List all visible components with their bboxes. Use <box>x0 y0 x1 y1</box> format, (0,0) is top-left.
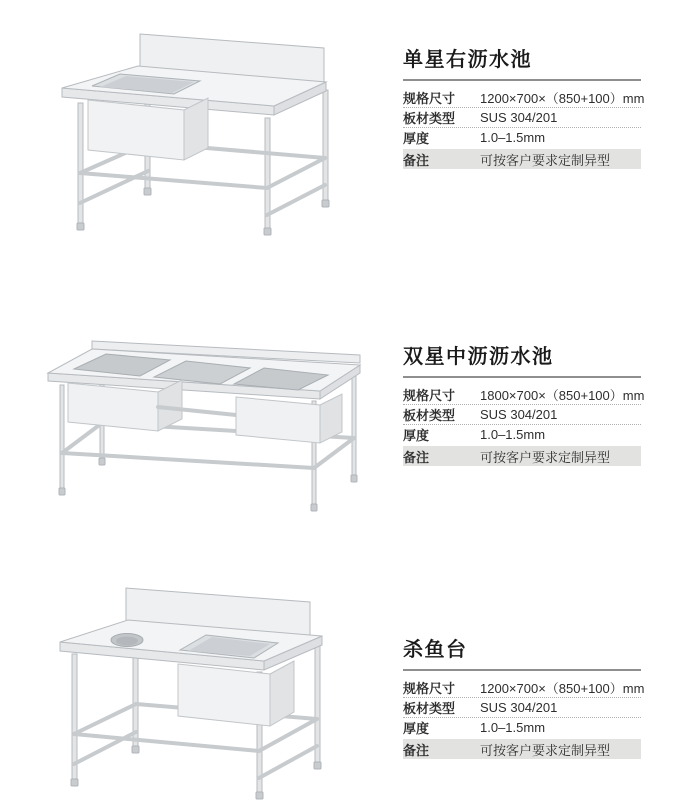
spec-value: 可按客户要求定制异型 <box>480 742 611 758</box>
spec-label: 备注 <box>403 449 430 465</box>
spec-table <box>403 385 645 466</box>
product-info-3 <box>403 638 645 759</box>
spec-row-size <box>403 678 645 698</box>
left-sink-bowl-front <box>68 383 158 431</box>
right-sink-bowl-front <box>236 397 320 443</box>
spec-row-remarks <box>403 446 641 466</box>
sink-bowl-body-front <box>178 664 270 726</box>
spec-value: 1200×700×（850+100）mm <box>480 91 645 106</box>
spec-label: 板材类型 <box>403 111 456 126</box>
product-info-2 <box>403 345 645 466</box>
spec-label: 规格尺寸 <box>403 91 456 106</box>
spec-row-thickness <box>403 718 641 737</box>
product-image-1 <box>28 10 378 240</box>
spec-label: 厚度 <box>403 131 430 146</box>
spec-row-thickness <box>403 425 641 444</box>
fish-cleaning-table-illustration <box>32 566 382 801</box>
product-image-3 <box>32 566 382 801</box>
spec-label: 备注 <box>403 152 430 168</box>
spec-row-thickness <box>403 128 641 147</box>
spec-label: 板材类型 <box>403 701 456 716</box>
sink-bowl-body-front <box>88 100 184 160</box>
spec-table <box>403 88 645 169</box>
spec-value: 1.0–1.5mm <box>480 427 546 442</box>
spec-label: 板材类型 <box>403 408 456 423</box>
spec-value: SUS 304/201 <box>480 110 558 125</box>
spec-value: 1200×700×（850+100）mm <box>480 681 645 696</box>
spec-row-size <box>403 385 645 405</box>
spec-value: 1800×700×（850+100）mm <box>480 388 645 403</box>
spec-label: 规格尺寸 <box>403 388 456 403</box>
spec-table <box>403 678 645 759</box>
product-title: 双星中沥沥水池 <box>403 345 641 378</box>
spec-value: SUS 304/201 <box>480 700 558 715</box>
leg-feet <box>71 746 321 799</box>
product-info-1 <box>403 48 645 169</box>
spec-row-size <box>403 88 645 108</box>
product-title: 杀鱼台 <box>403 638 641 671</box>
spec-row-material <box>403 405 641 425</box>
spec-label: 厚度 <box>403 721 430 736</box>
spec-value: SUS 304/201 <box>480 407 558 422</box>
spec-value: 1.0–1.5mm <box>480 130 546 145</box>
spec-label: 备注 <box>403 742 430 758</box>
spec-row-material <box>403 108 641 128</box>
leg-braces <box>80 143 325 215</box>
single-sink-right-drain-table-illustration <box>28 10 378 240</box>
product-image-2 <box>22 295 372 525</box>
spec-row-remarks <box>403 149 641 169</box>
spec-row-material <box>403 698 641 718</box>
spec-value: 可按客户要求定制异型 <box>480 449 611 465</box>
spec-row-remarks <box>403 739 641 759</box>
spec-label: 规格尺寸 <box>403 681 456 696</box>
spec-label: 厚度 <box>403 428 430 443</box>
waste-hole-inner <box>116 637 138 646</box>
leg-feet <box>77 188 329 235</box>
spec-value: 可按客户要求定制异型 <box>480 152 611 168</box>
spec-value: 1.0–1.5mm <box>480 720 546 735</box>
double-sink-middle-drain-table-illustration <box>22 295 372 525</box>
product-title: 单星右沥水池 <box>403 48 641 81</box>
